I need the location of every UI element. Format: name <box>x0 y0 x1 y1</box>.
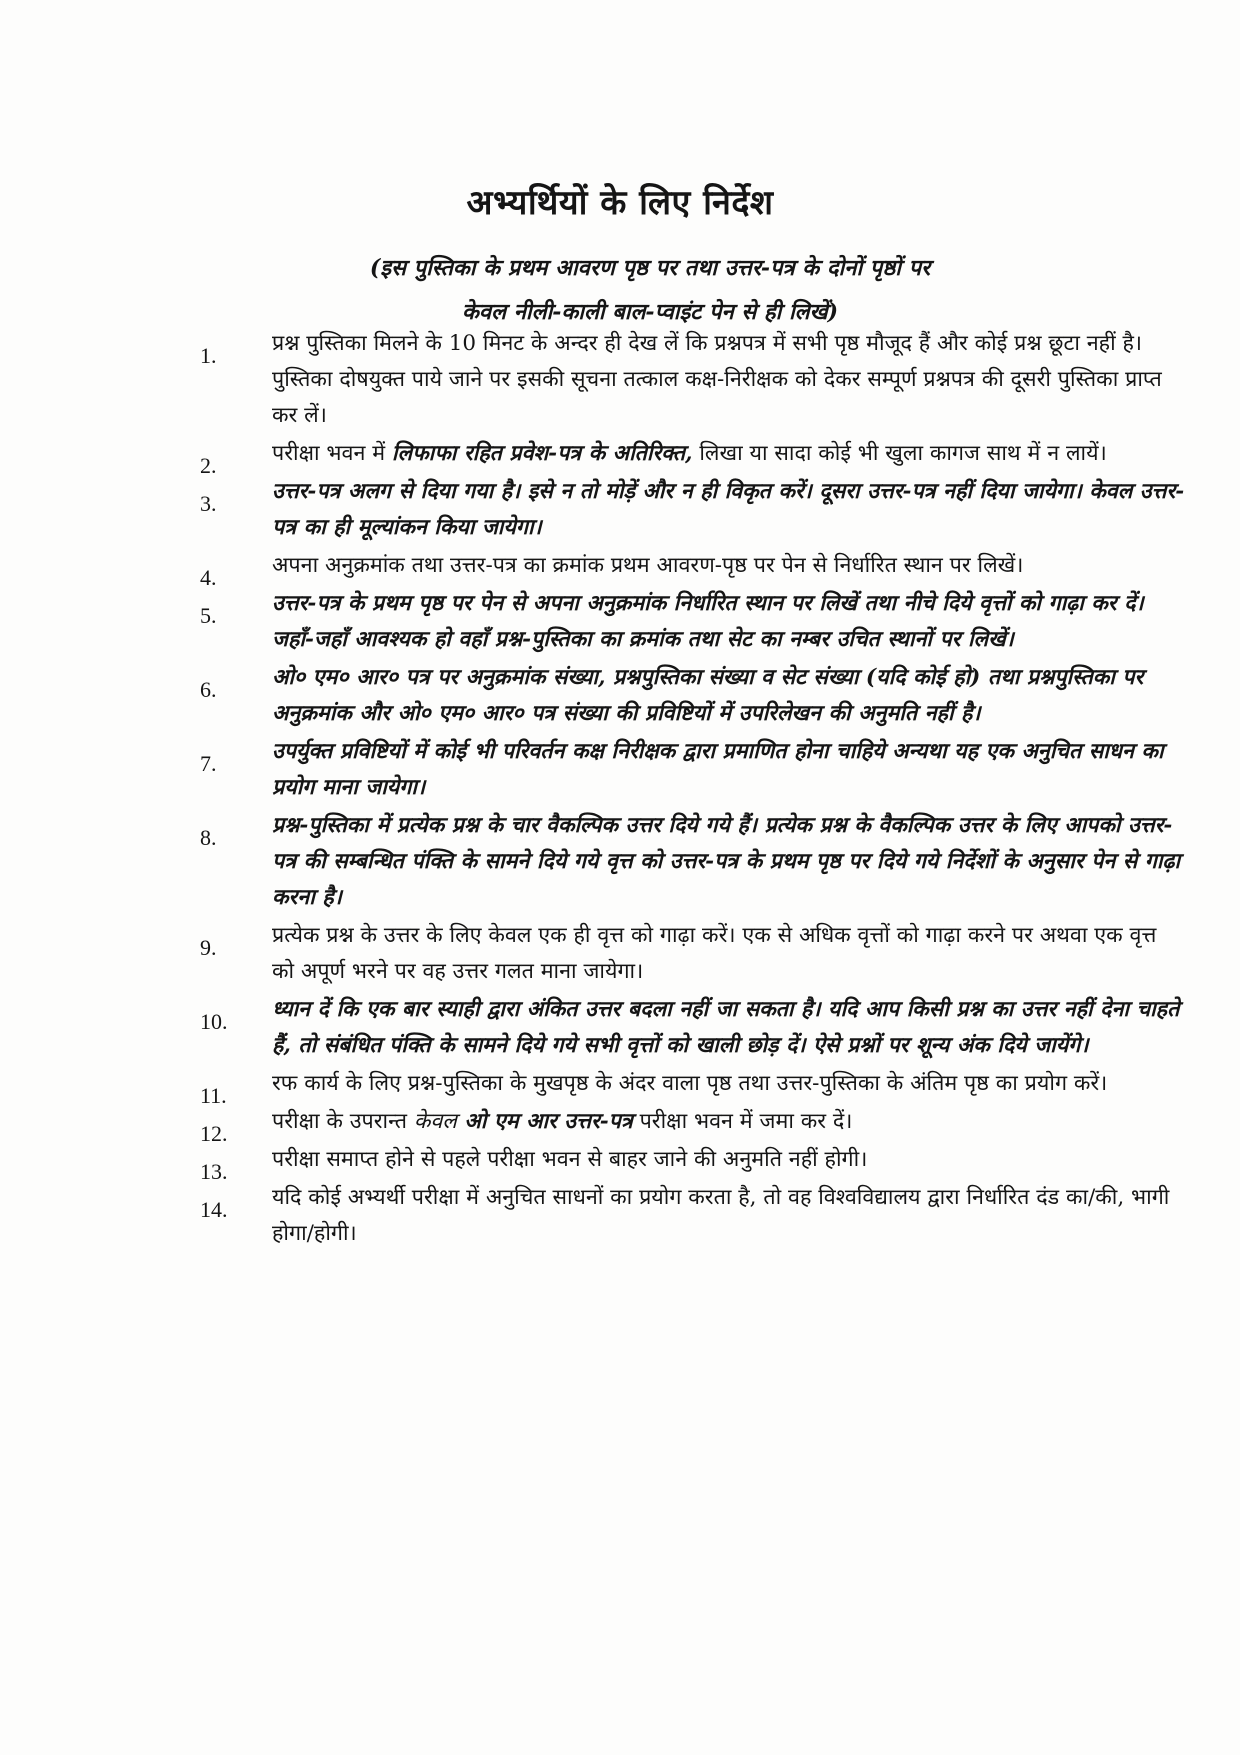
item-number: 5. <box>200 603 217 628</box>
item-number: 8. <box>200 825 217 850</box>
item-number: 4. <box>200 565 217 590</box>
item-text: परीक्षा समाप्त होने से पहले परीक्षा भवन से बाहर जाने की अनुमति नहीं होगी। <box>272 1147 868 1172</box>
list-item <box>200 734 1185 806</box>
list-item <box>200 326 1185 434</box>
item-text: ध्यान दें कि एक बार स्याही द्वारा अंकित उत्तर बदला नहीं जा सकता है। यदि आप किसी प्रश्न का उत्तर नहीं देना चाहते हैं, तो संबंधित पंक्ति के सामने दिये गये सभी वृत्तों को खाली छोड़ दें। ऐसे प्रश्नों पर शून्य अंक दिये जायेंगे। <box>272 997 1180 1058</box>
list-item <box>200 1142 1185 1184</box>
subtitle-line-1: (इस पुस्तिका के प्रथम आवरण पृष्ठ पर तथा उत्तर-पत्र के दोनों पृष्ठों पर <box>369 255 931 281</box>
item-text: रफ कार्य के लिए प्रश्न-पुस्तिका के मुखपृष्ठ के अंदर वाला पृष्ठ तथा उत्तर-पुस्तिका के अंतिम पृष्ठ का प्रयोग करें। <box>272 1071 1108 1096</box>
item-number: 11. <box>200 1083 227 1108</box>
item-text-italic: केवल <box>413 1109 457 1134</box>
list-item <box>200 808 1185 916</box>
item-text: उत्तर-पत्र अलग से दिया गया है। इसे न तो मोड़ें और न ही विकृत करें। दूसरा उत्तर-पत्र नहीं दिया जायेगा। केवल उत्तर-पत्र का ही मूल्यांकन किया जायेगा। <box>272 479 1185 540</box>
item-text: उपर्युक्त प्रविष्टियों में कोई भी परिवर्तन कक्ष निरीक्षक द्वारा प्रमाणित होना चाहिये अन्यथा यह एक अनुचित साधन का प्रयोग माना जायेगा। <box>272 739 1164 800</box>
list-item <box>200 586 1185 658</box>
item-text-emphasis: ओ एम आर उत्तर-पत्र <box>456 1109 633 1134</box>
item-text-emphasis: लिफाफा रहित प्रवेश-पत्र के अतिरिक्त, <box>391 441 693 466</box>
item-number: 2. <box>200 453 217 478</box>
item-text: प्रश्न पुस्तिका मिलने के 10 मिनट के अन्दर ही देख लें कि प्रश्नपत्र में सभी पृष्ठ मौजूद हैं और कोई प्रश्न छूटा नहीं है। पुस्तिका दोषयुक्त पाये जाने पर इसकी सूचना तत्काल कक्ष-निरीक्षक को देकर सम्पूर्ण प्रश्नपत्र की दूसरी पुस्तिका प्राप्त कर लें। <box>272 331 1162 428</box>
item-text: प्रश्न-पुस्तिका में प्रत्येक प्रश्न के चार वैकल्पिक उत्तर दिये गये हैं। प्रत्येक प्रश्न के वैकल्पिक उत्तर के लिए आपको उत्तर-पत्र की सम्बन्धित पंक्ति के सामने दिये गये वृत्त को उत्तर-पत्र के प्रथम पृष्ठ पर दिये गये निर्देशों के अनुसार पेन से गाढ़ा करना है। <box>272 813 1181 910</box>
item-text <box>272 436 1185 472</box>
list-item <box>200 474 1185 546</box>
instructions-list <box>200 326 1185 1254</box>
item-number: 6. <box>200 677 217 702</box>
list-item <box>200 1180 1185 1252</box>
item-number: 9. <box>200 935 217 960</box>
item-text: अपना अनुक्रमांक तथा उत्तर-पत्र का क्रमांक प्रथम आवरण-पृष्ठ पर पेन से निर्धारित स्थान पर लिखें। <box>272 553 1024 578</box>
item-text-part: परीक्षा भवन में <box>272 441 392 466</box>
list-item <box>200 918 1185 990</box>
item-text <box>272 1104 1185 1140</box>
item-number: 3. <box>200 491 217 516</box>
list-item <box>200 436 1185 478</box>
list-item <box>200 992 1185 1064</box>
item-text-part: परीक्षा के उपरान्त <box>272 1109 414 1134</box>
item-text: ओ० एम० आर० पत्र पर अनुक्रमांक संख्या, प्रश्नपुस्तिका संख्या व सेट संख्या (यदि कोई हो) तथा प्रश्नपुस्तिका पर अनुक्रमांक और ओ० एम० आर० पत्र संख्या की प्रविष्टियों में उपरिलेखन की अनुमति नहीं है। <box>272 665 1144 726</box>
list-item <box>200 660 1185 732</box>
subtitle-line-2: केवल नीली-काली बाल-प्वाइंट पेन से ही लिखें) <box>462 299 838 325</box>
item-number: 7. <box>200 751 217 776</box>
item-number: 10. <box>200 1009 228 1034</box>
item-text-part: लिखा या सादा कोई भी खुला कागज साथ में न लायें। <box>692 441 1107 466</box>
item-text-part: परीक्षा भवन में जमा कर दें। <box>632 1109 853 1134</box>
item-number: 12. <box>200 1121 228 1146</box>
item-number: 14. <box>200 1197 228 1222</box>
item-text: उत्तर-पत्र के प्रथम पृष्ठ पर पेन से अपना अनुक्रमांक निर्धारित स्थान पर लिखें तथा नीचे दिये वृत्तों को गाढ़ा कर दें। जहाँ-जहाँ आवश्यक हो वहाँ प्रश्न-पुस्तिका का क्रमांक तथा सेट का नम्बर उचित स्थानों पर लिखें। <box>272 591 1144 652</box>
list-item <box>200 1066 1185 1108</box>
list-item <box>200 548 1185 590</box>
item-number: 1. <box>200 343 217 368</box>
item-number: 13. <box>200 1159 228 1184</box>
item-text: प्रत्येक प्रश्न के उत्तर के लिए केवल एक ही वृत्त को गाढ़ा करें। एक से अधिक वृत्तों को गाढ़ा करने पर अथवा एक वृत्त को अपूर्ण भरने पर वह उत्तर गलत माना जायेगा। <box>272 923 1157 984</box>
item-text: यदि कोई अभ्यर्थी परीक्षा में अनुचित साधनों का प्रयोग करता है, तो वह विश्वविद्यालय द्वारा निर्धारित दंड का/की, भागी होगा/होगी। <box>272 1185 1170 1246</box>
page-title: अभ्यर्थियों के लिए निर्देश <box>466 183 774 223</box>
list-item <box>200 1104 1185 1146</box>
